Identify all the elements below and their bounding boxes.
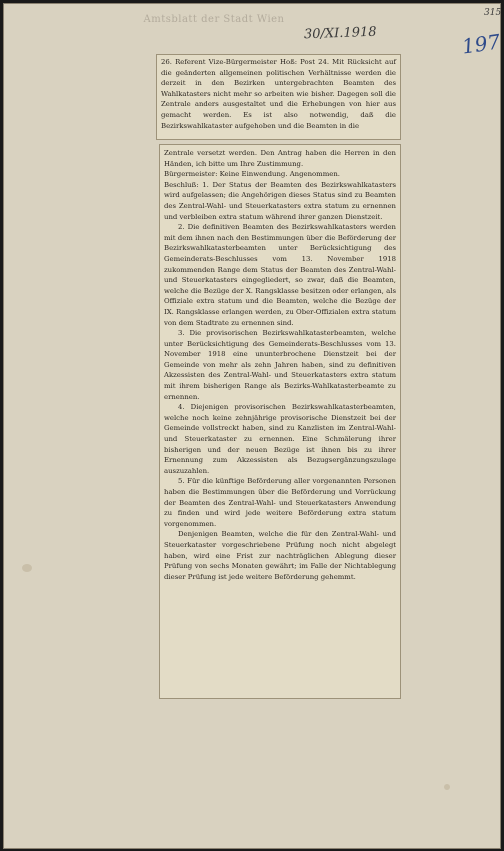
handwritten-date: 30/XI.1918 <box>303 24 377 43</box>
paper-blemish <box>22 564 32 572</box>
paragraph-1: Bürgermeister: Keine Einwendung. Angenommen. <box>164 170 340 179</box>
handwritten-number: 197 <box>460 29 502 59</box>
paragraph-2: Beschluß: 1. Der Status der Beamten des Bezirkswahlkatasters wird aufgelassen; die Angehörigen dieses Status sind zu Beamten des Zentral-Wahl- und Steuerkatasters extra statum zu ernennen und verbleiben extra statum während ihrer ganzen Dienstzeit. <box>164 180 396 221</box>
masthead: Amtsblatt der Stadt Wien <box>143 14 285 25</box>
paragraph-5: 4. Diejenigen provisorischen Bezirkswahlkatasterbeamten, welche noch keine zehnjährige provisorische Dienstzeit bei der Gemeinde vollstreckt haben, sind zu Kanzlisten im Zentral-Wahl- und Steuerkataster zu ernennen. Eine Schmälerung ihrer bisherigen und der neuen Bezüge ist ihnen bis zu ihrer Ernennung zum Akzessisten als Bezugsergänzungszulage auszuzahlen. <box>164 403 396 475</box>
clipping-main <box>159 144 401 699</box>
paragraph-6: 5. Für die künftige Beförderung aller vorgenannten Personen haben die Bestimmungen über die Beförderung und Vorrückung der Beamten des Zentral-Wahl- und Steuerkatasters Anwendung zu finden und wird jede weitere Beförderung extra statum vorgenommen. <box>164 477 396 528</box>
paragraph-4: 3. Die provisorischen Bezirkswahlkatasterbeamten, welche unter Berücksichtigung des Gemeinderats-Beschlusses vom 13. November 1918 eine ununterbrochene Dienstzeit bei der Gemeinde von mehr als zehn Jahren haben, sind zu definitiven Akzessisten des Zentral-Wahl- und Steuerkatasters extra statum mit ihrem bisherigen Range als Bezirks-Wahlkatasterbeamte zu ernennen. <box>164 329 396 401</box>
paragraph-3: 2. Die definitiven Beamten des Bezirkswahlkatasters werden mit dem ihnen nach den Bestimmungen über die Beförderung der Bezirkswahlkatasterbeamten unter Berücksichtigung des Gemeinderats-Beschlusses vom 13. November 1918 zukommenden Range dem Status der Beamten des Zentral-Wahl- und Steuerkatasters eingegliedert, so zwar, daß die Beamten, welche die Bezüge der X. Rangsklasse besitzen oder erlangen, als Offiziale extra statum und die Beamten, welche die Bezüge der IX. Rangsklasse erlangen werden, zu Ober-Offizialen extra statum von dem Stadtrate zu ernennen sind. <box>164 223 396 327</box>
clipping-top-text: 26. Referent Vize-Bürgermeister Hoß: Post 24. Mit Rücksicht auf die geänderten allgemeinen politischen Verhältnisse werden die derzeit in den Bezirken untergebrachten Beamten des Wahlkatasters nicht mehr so arbeiten wie bisher. Dagegen soll die Zentrale anders ausgestaltet und die Erhebungen von hier aus gemacht werden. Es ist also notwendig, daß die Bezirkswahlkataster aufgehoben und die Beamten in die <box>161 58 396 130</box>
clipping-top <box>156 54 401 140</box>
document-sheet <box>3 3 501 849</box>
corner-mark: 315 <box>484 8 502 18</box>
paragraph-7: Denjenigen Beamten, welche die für den Zentral-Wahl- und Steuerkataster vorgeschriebene Prüfung noch nicht abgelegt haben, wird eine Frist zur nachträglichen Ablegung dieser Prüfung von sechs Monaten gewährt; im Falle der Nichtablegung dieser Prüfung ist jede weitere Beförderung gehemmt. <box>164 530 396 581</box>
paper-blemish <box>444 784 450 790</box>
paragraph-0: Zentrale versetzt werden. Den Antrag haben die Herren in den Händen, ich bitte um Ihre Zustimmung. <box>164 149 396 168</box>
